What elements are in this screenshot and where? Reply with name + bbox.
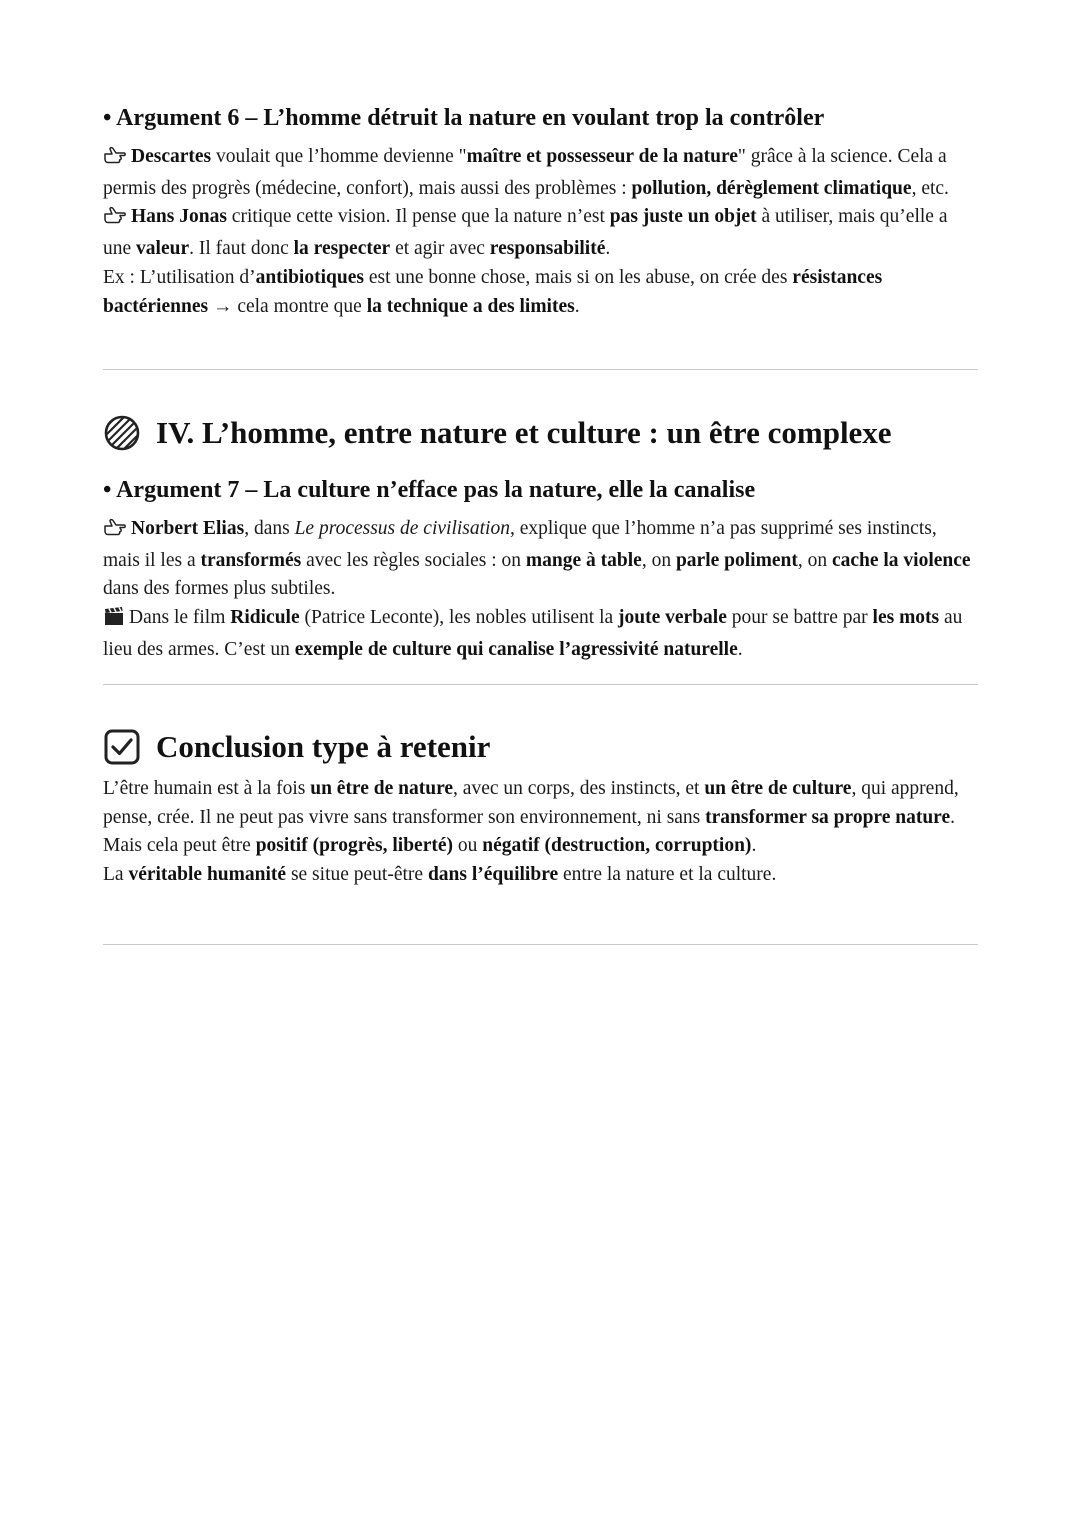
section-4-heading (103, 414, 978, 452)
bullet: • (103, 105, 112, 131)
section-divider (103, 684, 978, 685)
argument-6-paragraph-example: Ex : L’utilisation d’antibiotiques est une bonne chose, mais si on les abuse, on crée des résistances bactériennes → cela montre que la technique a des limites. (103, 266, 883, 317)
argument-6-paragraph-jonas: Hans Jonas critique cette vision. Il pense que la nature n’est pas juste un objet à utiliser, mais qu’elle a une valeur. Il faut donc la respecter et agir avec responsabilité. (103, 206, 948, 260)
argument-6 (103, 103, 978, 321)
bullet: • (103, 477, 112, 503)
philosopher-name: Descartes (131, 146, 212, 167)
checkbox-checked-icon (103, 728, 141, 766)
author-name: Norbert Elias (131, 518, 245, 539)
conclusion (103, 728, 978, 890)
conclusion-heading (103, 728, 978, 766)
argument-7-title: Argument 7 – La culture n’efface pas la nature, elle la canalise (116, 477, 756, 503)
section-4 (103, 414, 978, 452)
conclusion-title: Conclusion type à retenir (156, 729, 491, 764)
film-title: Ridicule (230, 607, 300, 629)
conclusion-paragraph-1: L’être humain est à la fois un être de nature, avec un corps, des instincts, et un être de culture, qui apprend, pense, crée. Il ne peut pas vivre sans transformer son environnement, ni sans transformer sa propre nature. (103, 778, 959, 828)
argument-7-heading (103, 475, 978, 505)
argument-6-title: Argument 6 – L’homme détruit la nature en voulant trop la contrôler (116, 105, 825, 131)
argument-7 (103, 475, 978, 665)
argument-6-heading (103, 103, 978, 133)
book-title: Le processus de civilisation (294, 518, 510, 539)
conclusion-paragraph-2: Mais cela peut être positif (progrès, liberté) ou négatif (destruction, corruption). (103, 835, 757, 857)
argument-7-paragraph-film: Dans le film Ridicule (Patrice Leconte), les nobles utilisent la joute verbale pour se battre par les mots au lieu des armes. C’est un exemple de culture qui canalise l’agressivité naturelle. (103, 607, 963, 660)
section-divider (103, 369, 978, 370)
clapperboard-icon (103, 606, 125, 636)
pointing-hand-icon (103, 517, 127, 547)
argument-7-paragraph-elias: Norbert Elias, dans Le processus de civilisation, explique que l’homme n’a pas supprimé ses instincts, mais il les a transformés avec les règles sociales : on mange à table, on parle poliment, on cache la violence dans des formes plus subtiles. (103, 518, 971, 600)
philosopher-name: Hans Jonas (131, 206, 227, 228)
conclusion-paragraph-3: La véritable humanité se situe peut-être dans l’équilibre entre la nature et la culture. (103, 864, 777, 886)
hatched-circle-icon (103, 414, 141, 452)
section-divider (103, 944, 978, 945)
argument-6-paragraph-descartes: Descartes voulait que l’homme devienne "maître et possesseur de la nature" grâce à la science. Cela a permis des progrès (médecine, confort), mais aussi des problèmes : pollution, dérèglement climatique, etc. (103, 146, 949, 199)
section-4-title: IV. L’homme, entre nature et culture : un être complexe (156, 415, 892, 450)
pointing-hand-icon (103, 205, 127, 235)
pointing-hand-icon (103, 145, 127, 175)
